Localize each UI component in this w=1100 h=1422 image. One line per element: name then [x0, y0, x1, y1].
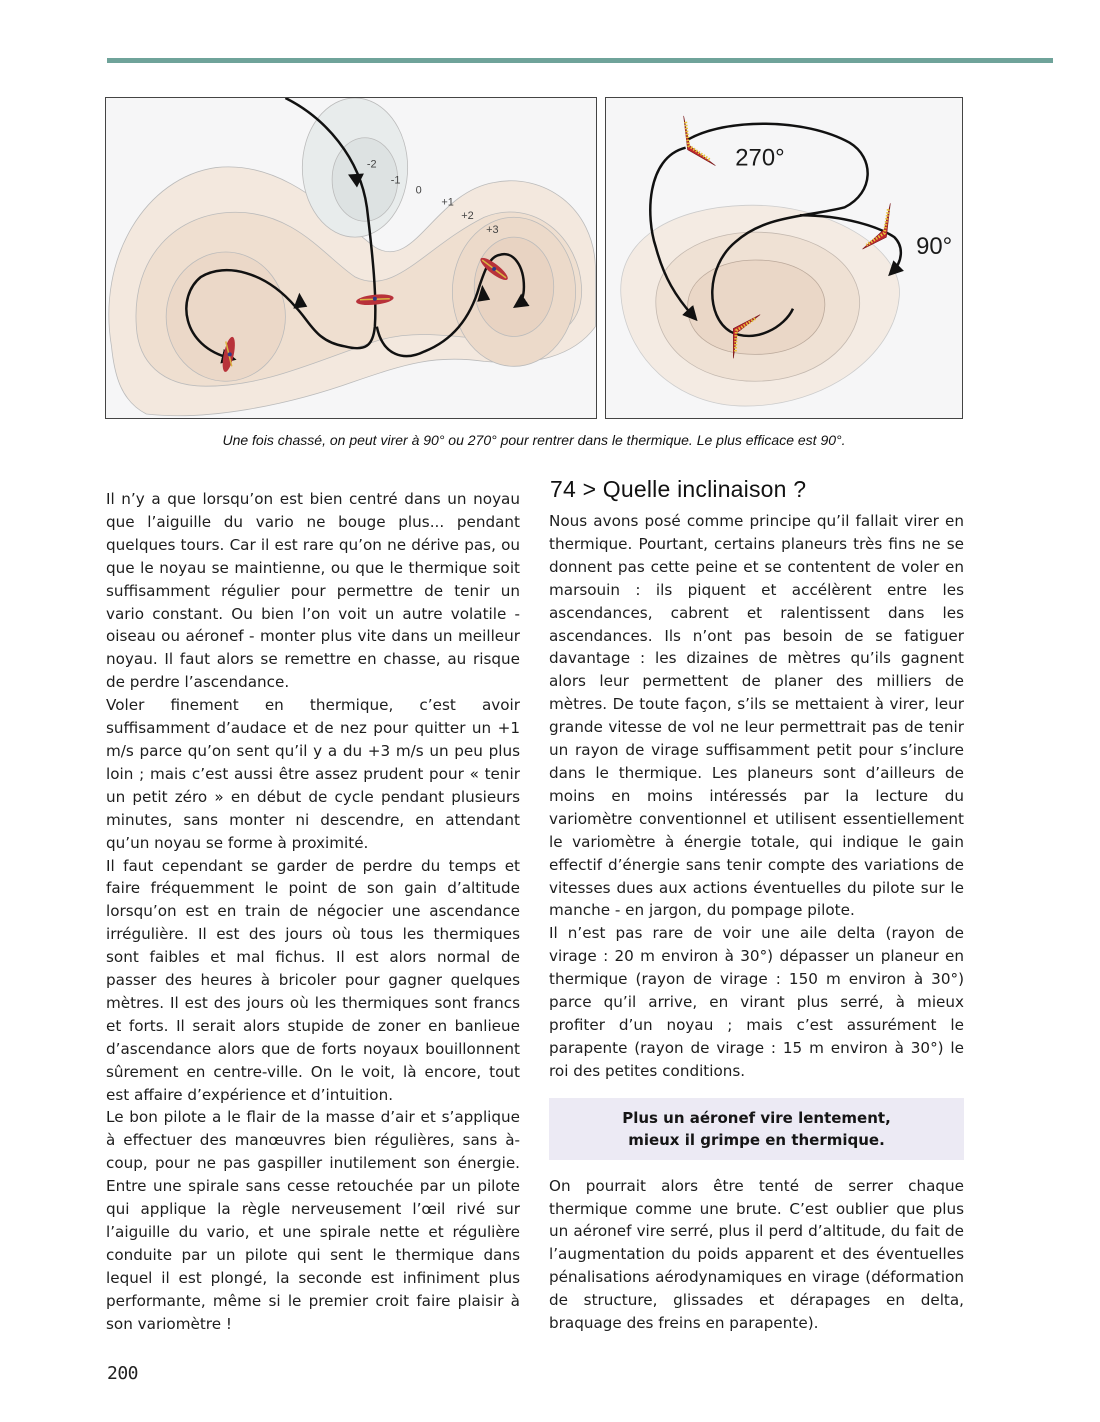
angle-label-270: 270° [735, 144, 785, 172]
section-heading: 74 > Quelle inclinaison ? [550, 476, 807, 502]
figure-caption: Une fois chassé, on peut virer à 90° ou 270° pour rentrer dans le thermique. Le plus efficace est 90°. [222, 432, 846, 448]
body-paragraph: Il n’est pas rare de voir une aile delta (rayon de virage : 20 m environ à 30°) dépasser un planeur en thermique (rayon de virage : 150 m environ à 30°) parce qu’il arrive, en virant plus serré, à mieux profiter d’un noyau ; mais c’est assurément le parapente (rayon de virage : 15 m environ à 30°) le roi des petites conditions. [549, 924, 964, 1080]
page-number: 200 [107, 1363, 139, 1384]
turn-diagram-graphic [606, 98, 962, 418]
body-paragraph: Le bon pilote a le flair de la masse d’air et s’applique à effectuer des manœuvres bien régulières, sans à-coup, pour ne pas gaspiller inutilement son énergie. Entre une spirale sans cesse retouchée par un pilote qui applique la règle nerveusement l’œil rivé sur l’aiguille du vario, et une spirale nette et régulière conduite par un pilote qui sent le thermique dans lequel il est plongé, la seconde est infiniment plus performante, même si le premier croit faire plaisir à son variomètre ! [106, 1108, 520, 1333]
turn-angle-figure [605, 97, 963, 419]
contour-label-minus1: -1 [390, 174, 401, 187]
hang-glider-icon [684, 116, 716, 166]
callout-box [549, 1098, 964, 1160]
contour-label-plus1: +1 [441, 196, 454, 209]
callout-line: mieux il grimpe en thermique. [628, 1130, 885, 1149]
right-text-column [549, 510, 964, 1335]
callout-line: Plus un aéronef vire lentement, [622, 1108, 891, 1127]
contour-label-minus2: -2 [366, 158, 377, 171]
left-text-column [106, 488, 520, 1336]
header-rule [107, 58, 1053, 63]
angle-label-90: 90° [916, 233, 953, 261]
body-paragraph: Nous avons posé comme principe qu’il fallait virer en thermique. Pourtant, certains planeurs très fins ne se donnent pas cette peine et se contentent de voler en marsouin : ils piquent et accélèrent entre les ascendances, cabrent et ralentissent dans les ascendances. Ils n’ont pas besoin de se fatiguer davantage : les dizaines de mètres qu’ils gagnent alors leur permettent de planer des milliers de mètres. De toute façon, s’ils se mettaient à virer, leur grande vitesse de vol ne leur permettrait pas de tenir un rayon de virage suffisamment petit pour s’inclure dans le thermique. Les planeurs sont d’ailleurs de moins en moins intéressés par la lecture du variomètre conventionnel et utilisent essentiellement le variomètre à énergie totale, qui indique le gain effectif d’énergie sans tenir compte des variations de vitesses dues aux actions éventuelles du pilote sur le manche - en jargon, du pompage pilote. [549, 512, 964, 920]
contour-label-plus3: +3 [486, 224, 499, 237]
body-paragraph: On pourrait alors être tenté de serrer chaque thermique comme une brute. C’est oublier que plus un aéronef vire serré, plus il perd d’altitude, du fait de l’augmentation du poids apparent et des éventuelles pénalisations aérodynamiques en virage (déformation de structure, glissades et dérapages en delta, braquage des freins en parapente). [549, 1176, 964, 1333]
body-paragraph: Voler finement en thermique, c’est avoir suffisamment d’audace et de nez pour quitter un +1 m/s parce qu’on sent qu’il y a du +3 m/s un peu plus loin ; mais c’est aussi être assez prudent pour « tenir un petit zéro » en début de cycle pendant plusieurs minutes, sans monter ni descendre, en attendant qu’un noyau se forme à proximité. [106, 696, 520, 852]
contour-label-plus2: +2 [461, 210, 474, 223]
thermal-contour-figure [105, 97, 597, 419]
body-paragraph: Il faut cependant se garder de perdre du temps et faire fréquemment le point de son gain d’altitude lorsqu’on est en train de négocier une ascendance irrégulière. Il est des jours où tous les thermiques sont faibles et mal fichus. Il est alors normal de passer des heures à bricoler pour gagner quelques mètres. Il est des jours où les thermiques sont francs et forts. Il serait alors stupide de zoner en banlieue d’ascendance alors que de forts noyaux bouillonnent sûrement en centre-ville. On le voit, là encore, tout est affaire d’expérience et d’intuition. [106, 856, 520, 1104]
contour-label-zero: 0 [415, 184, 422, 197]
contour-map-graphic [106, 98, 596, 418]
body-paragraph: Il n’y a que lorsqu’on est bien centré dans un noyau que l’aiguille du vario ne bouge plus... pendant quelques tours. Car il est rare qu’on ne dérive pas, ou que le noyau se maintienne, ou que le thermique soit suffisamment régulier pour permettre de tenir un vario constant. Ou bien l’on voit un autre volatile - oiseau ou aéronef - monter plus vite dans un meilleur noyau. Il faut alors se remettre en chasse, au risque de perdre l’ascendance. [106, 490, 520, 692]
